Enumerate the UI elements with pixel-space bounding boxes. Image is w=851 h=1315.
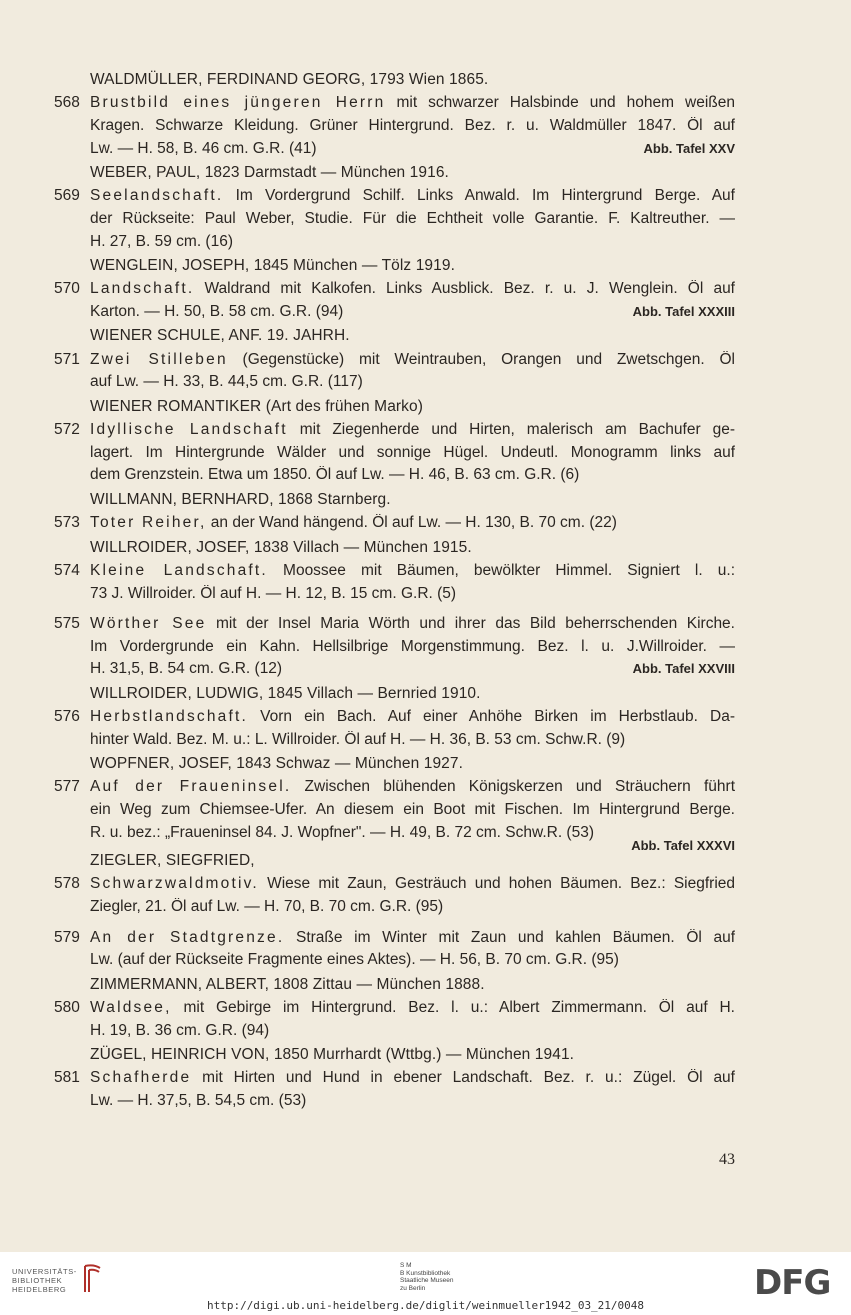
lot-description: Straße im Winter mit Zaun und kahlen Bäumen. Öl auf <box>284 928 735 946</box>
entry-line <box>90 94 735 112</box>
lot-description: Wiese mit Zaun, Gesträuch und hohen Bäumen. Bez.: Siegfried <box>258 875 735 893</box>
entry-line <box>90 801 735 819</box>
entry-line <box>90 373 735 391</box>
entry-line <box>90 140 735 158</box>
lot-description: mit Ziegenherde und Hirten, malerisch am Bachufer ge- <box>287 421 735 439</box>
artist-heading: ZÜGEL, HEINRICH VON, 1850 Murrhardt (Wttbg.) — München 1941. <box>90 1046 575 1063</box>
entry-line <box>90 1069 735 1087</box>
dfg-logo: DFG <box>754 1263 831 1303</box>
sm-line-2: B Kunstbibliothek <box>400 1269 451 1277</box>
lot-description: der Rückseite: Paul Weber, Studie. Für die Echtheit volle Garantie. F. Kaltreuther. — <box>90 209 735 227</box>
lot-description: mit der Insel Maria Wörth und ihrer das Bild beherrschenden Kirche. <box>206 615 735 632</box>
lot-title: An der Stadtgrenze. <box>90 928 285 946</box>
plate-reference: Abb. Tafel XXXVI <box>631 838 735 854</box>
lot-description: Waldrand mit Kalkofen. Links Ausblick. Bez. r. u. J. Wenglein. Öl auf <box>194 280 735 298</box>
entry-line <box>90 731 735 749</box>
lot-title: Brustbild eines jüngeren Herrn <box>90 94 386 112</box>
lot-description: Kragen. Schwarze Kleidung. Grüner Hintergrund. Bez. r. u. Waldmüller 1847. Öl auf <box>90 116 735 134</box>
lot-title: Auf der Fraueninsel. <box>90 778 292 796</box>
lot-title: Wörther See <box>90 615 207 632</box>
entry-line <box>90 898 735 916</box>
artist-heading: WENGLEIN, JOSEPH, 1845 München — Tölz 1919. <box>90 257 455 274</box>
lot-title: Waldsee, <box>90 998 172 1016</box>
lot-number: 580 <box>54 998 80 1016</box>
plate-reference: Abb. Tafel XXV <box>643 140 735 156</box>
lot-number: 568 <box>54 94 80 112</box>
lot-description: Zwischen blühenden Königskerzen und Sträuchern führt <box>291 778 735 796</box>
lot-description: auf Lw. — H. 33, B. 44,5 cm. G.R. (117) <box>90 373 363 391</box>
lot-title: Kleine Landschaft. <box>90 561 268 579</box>
entry-line <box>90 514 735 532</box>
lot-description: Lw. — H. 37,5, B. 54,5 cm. (53) <box>90 1091 307 1109</box>
lot-number: 575 <box>54 615 80 632</box>
entry-line <box>90 210 735 228</box>
lot-title: Landschaft. <box>90 280 195 298</box>
sm-line-3: Staatliche Museen <box>400 1277 454 1284</box>
lot-description: H. 31,5, B. 54 cm. G.R. (12) <box>90 660 283 678</box>
sm-kunstbibliothek-label <box>400 1262 453 1292</box>
lot-title: Herbstlandschaft. <box>90 708 249 725</box>
entry-line <box>90 778 735 796</box>
entry-line <box>90 585 735 603</box>
lot-number: 579 <box>54 928 80 946</box>
lot-description: Karton. — H. 50, B. 58 cm. G.R. (94) <box>90 302 344 320</box>
entry-line <box>90 444 735 462</box>
lot-description: lagert. Im Hintergrunde Wälder und sonnige Hügel. Undeutl. Monogramm links auf <box>90 443 735 461</box>
artist-heading: WIENER ROMANTIKER (Art des frühen Marko) <box>90 397 424 415</box>
entry-line <box>90 117 735 135</box>
entry-line <box>90 351 735 369</box>
lot-description: Ziegler, 21. Öl auf Lw. — H. 70, B. 70 cm. G.R. (95) <box>90 898 444 915</box>
entry-line <box>90 1022 735 1040</box>
lot-description: hinter Wald. Bez. M. u.: L. Willroider. Öl auf H. — H. 36, B. 53 cm. Schw.R. (9) <box>90 730 626 748</box>
lot-number: 569 <box>54 187 80 205</box>
university-line-1: UNIVERSITÄTS- <box>12 1267 77 1276</box>
lot-number: 578 <box>54 875 80 893</box>
artist-heading: WALDMÜLLER, FERDINAND GEORG, 1793 Wien 1865. <box>90 71 489 88</box>
artist-heading: WILLROIDER, LUDWIG, 1845 Villach — Bernried 1910. <box>90 684 481 702</box>
entry-line <box>90 187 735 205</box>
artist-heading: ZIEGLER, SIEGFRIED, <box>90 852 255 870</box>
lot-description: Im Vordergrund Schilf. Links Anwald. Im Hintergrund Berge. Auf <box>223 187 735 205</box>
artist-heading: WILLROIDER, JOSEF, 1838 Villach — München 1915. <box>90 538 472 556</box>
artist-heading: WEBER, PAUL, 1823 Darmstadt — München 1916. <box>90 164 449 181</box>
entry-line <box>90 303 735 321</box>
lot-number: 581 <box>54 1069 80 1087</box>
lot-number: 570 <box>54 280 80 298</box>
entry-line <box>90 638 735 656</box>
lot-title: Seelandschaft. <box>90 187 224 205</box>
lot-description: Lw. — H. 58, B. 46 cm. G.R. (41) <box>90 139 317 157</box>
university-line-2: BIBLIOTHEK <box>12 1276 63 1285</box>
entry-line <box>90 421 735 439</box>
lot-number: 573 <box>54 514 80 532</box>
lot-description: dem Grenzstein. Etwa um 1850. Öl auf Lw. — H. 46, B. 63 cm. G.R. (6) <box>90 466 580 484</box>
lot-title: Schafherde <box>90 1069 192 1087</box>
entry-line <box>90 466 735 484</box>
lot-description: R. u. bez.: „Fraueninsel 84. J. Wopfner". — H. 49, B. 72 cm. Schw.R. (53) <box>90 823 594 841</box>
lot-title: Toter Reiher, <box>90 514 207 532</box>
lot-title: Zwei Stilleben <box>90 350 228 368</box>
lot-title: Schwarzwaldmotiv. <box>90 875 259 893</box>
entry-line <box>90 660 735 678</box>
lot-description: an der Wand hängend. Öl auf Lw. — H. 130, B. 70 cm. (22) <box>206 514 617 532</box>
entry-line <box>90 929 735 947</box>
lot-description: H. 19, B. 36 cm. G.R. (94) <box>90 1021 270 1039</box>
lot-description: mit Gebirge im Hintergrund. Bez. l. u.: Albert Zimmermann. Öl auf H. <box>171 998 735 1016</box>
entry-line <box>90 1092 735 1110</box>
entry-line <box>90 280 735 298</box>
entry-line <box>90 951 735 969</box>
lot-description: Im Vordergrunde ein Kahn. Hellsilbrige Morgenstimmung. Bez. l. u. J.Willroider. — <box>90 637 735 655</box>
lot-description: H. 27, B. 59 cm. (16) <box>90 232 233 250</box>
artist-heading: WILLMANN, BERNHARD, 1868 Starnberg. <box>90 490 391 508</box>
lot-description: 73 J. Willroider. Öl auf H. — H. 12, B. 15 cm. G.R. (5) <box>90 584 457 602</box>
lot-number: 576 <box>54 708 80 725</box>
artist-heading: WOPFNER, JOSEF, 1843 Schwaz — München 1927. <box>90 755 464 773</box>
entry-line <box>90 233 735 251</box>
lot-description: Lw. (auf der Rückseite Fragmente eines Aktes). — H. 56, B. 70 cm. G.R. (95) <box>90 951 619 969</box>
plate-reference: Abb. Tafel XXXIII <box>632 303 735 319</box>
page-number: 43 <box>719 1151 735 1168</box>
lot-description: ein Weg zum Chiemsee-Ufer. An diesem ein Boot mit Fischen. Im Hintergrund Berge. <box>90 801 735 818</box>
lot-number: 574 <box>54 561 80 579</box>
entry-line <box>90 999 735 1017</box>
lot-description: mit Hirten und Hund in ebener Landschaft. Bez. r. u.: Zügel. Öl auf <box>191 1069 735 1087</box>
entry-line <box>90 562 735 580</box>
plate-reference: Abb. Tafel XXVIII <box>632 661 735 677</box>
entry-line <box>90 615 735 633</box>
entry-line <box>90 708 735 726</box>
artist-heading: WIENER SCHULE, ANF. 19. JAHRH. <box>90 327 350 345</box>
source-url-link[interactable]: http://digi.ub.uni-heidelberg.de/diglit/weinmueller1942_03_21/0048 <box>206 1299 645 1312</box>
lot-number: 577 <box>54 778 80 796</box>
lot-description: Vorn ein Bach. Auf einer Anhöhe Birken im Herbstlaub. Da- <box>248 708 735 725</box>
lot-number: 571 <box>54 350 80 368</box>
sm-line-4: zu Berlin <box>400 1284 426 1292</box>
entry-line <box>90 875 735 893</box>
lot-description: Moossee mit Bäumen, bewölkter Himmel. Signiert l. u.: <box>267 561 735 579</box>
lot-description: (Gegenstücke) mit Weintrauben, Orangen und Zwetschgen. Öl <box>227 350 735 368</box>
lot-title: Idyllische Landschaft <box>90 421 288 439</box>
lot-description: mit schwarzer Halsbinde und hohem weißen <box>385 94 735 112</box>
lot-number: 572 <box>54 421 80 439</box>
university-library-label <box>12 1267 77 1294</box>
university-logo-icon <box>82 1262 104 1296</box>
artist-heading: ZIMMERMANN, ALBERT, 1808 Zittau — München 1888. <box>90 975 485 993</box>
sm-line-1: S M <box>400 1262 412 1269</box>
university-line-3: HEIDELBERG <box>12 1285 67 1294</box>
